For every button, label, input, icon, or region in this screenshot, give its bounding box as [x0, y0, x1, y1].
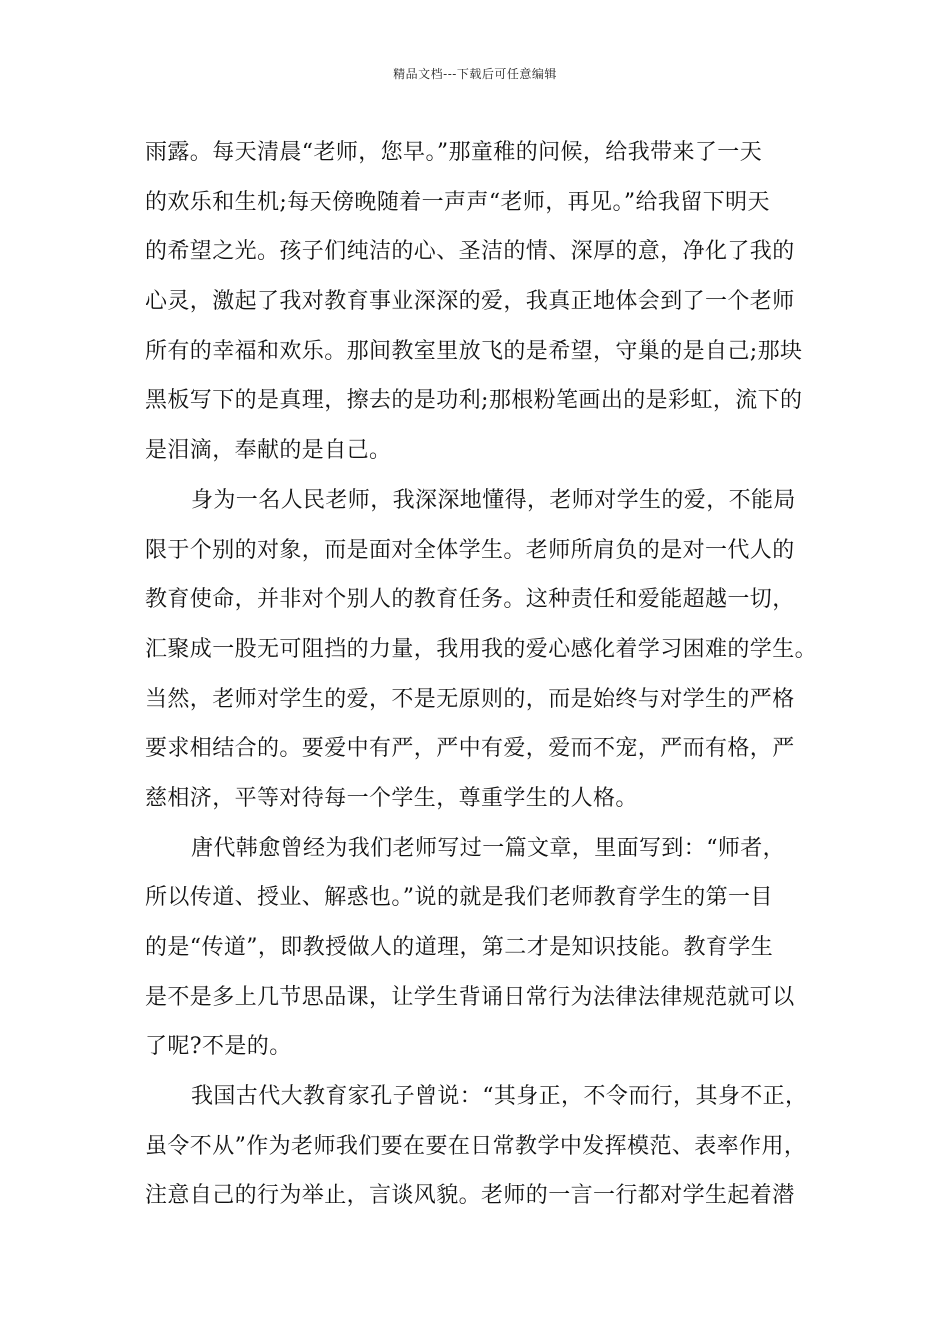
document-body — [145, 128, 825, 1221]
page-header: 精品文档---下载后可任意编辑 — [393, 67, 557, 81]
text-line: 注意自己的行为举止，言谈风貌。老师的一言一行都对学生起着潜 — [145, 1183, 795, 1209]
text-line: 的是“传道”，即教授做人的道理，第二才是知识技能。教育学生 — [145, 935, 774, 960]
text-line: 黑板写下的是真理，擦去的是功利;那根粉笔画出的是彩虹，流下的 — [145, 388, 803, 414]
text-line: 教育使命，并非对个别人的教育任务。这种责任和爱能超越一切， — [145, 587, 795, 613]
text-line: 的希望之光。孩子们纯洁的心、圣洁的情、深厚的意，净化了我的 — [145, 239, 795, 265]
text-line: 是不是多上几节思品课，让学生背诵日常行为法律法律规范就可以 — [145, 984, 795, 1010]
text-line: 所以传道、授业、解惑也。”说的就是我们老师教育学生的第一目 — [145, 885, 773, 911]
text-line: 要求相结合的。要爱中有严，严中有爱，爱而不宠，严而有格，严 — [145, 736, 795, 762]
text-line: 虽令不从”作为老师我们要在要在日常教学中发挥模范、表率作用， — [145, 1133, 807, 1159]
text-line: 是泪滴，奉献的是自己。 — [145, 438, 392, 464]
paragraph — [145, 1072, 825, 1221]
text-line: 当然，老师对学生的爱，不是无原则的，而是始终与对学生的严格 — [145, 686, 795, 712]
text-line: 心灵，激起了我对教育事业深深的爱，我真正地体会到了一个老师 — [145, 289, 795, 315]
text-line-first: 我国古代大教育家孔子曾说：“其身正，不令而行，其身不正， — [191, 1084, 808, 1110]
text-line: 所有的幸福和欢乐。那间教室里放飞的是希望，守巢的是自己;那块 — [145, 338, 803, 364]
text-line-first: 身为一名人民老师，我深深地懂得，老师对学生的爱，不能局 — [191, 487, 796, 513]
paragraph — [145, 476, 825, 824]
paragraph — [145, 824, 825, 1072]
text-line: 限于个别的对象，而是面对全体学生。老师所肩负的是对一代人的 — [145, 537, 795, 563]
text-line: 慈相济，平等对待每一个学生，尊重学生的人格。 — [145, 785, 638, 811]
paragraph — [145, 128, 825, 476]
text-line: 了呢?不是的。 — [145, 1034, 292, 1060]
text-line: 汇聚成一股无可阻挡的力量，我用我的爱心感化着学习困难的学生。 — [145, 636, 818, 662]
text-line: 雨露。每天清晨“老师，您早。”那童稚的问候，给我带来了一天 — [145, 140, 763, 165]
text-line: 的欢乐和生机;每天傍晚随着一声声“老师，再见。”给我留下明天 — [145, 189, 770, 215]
text-line-first: 唐代韩愈曾经为我们老师写过一篇文章，里面写到：“师者， — [191, 835, 786, 861]
